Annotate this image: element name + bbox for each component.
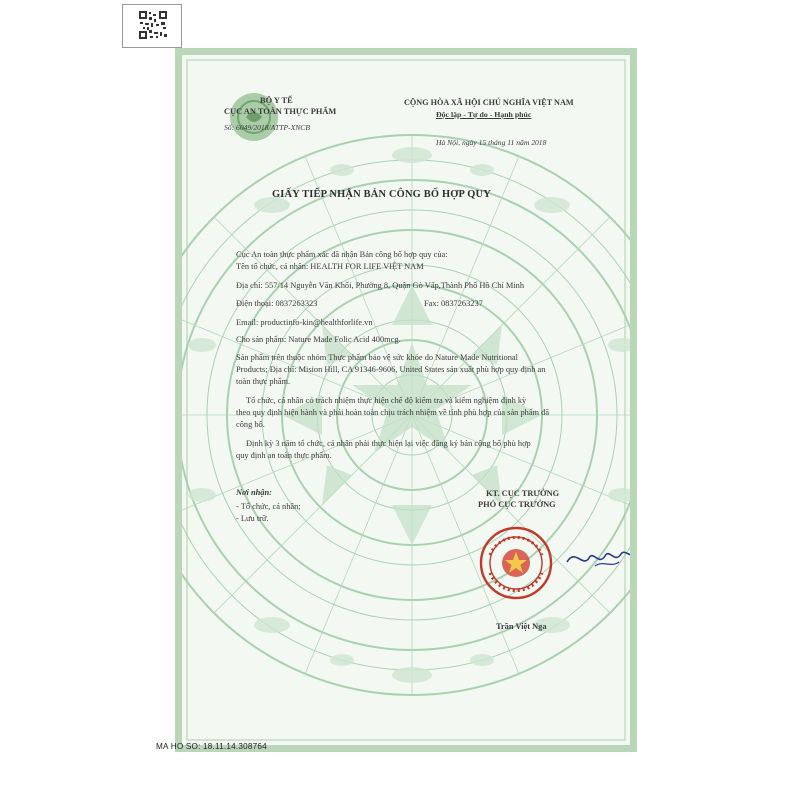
place-date: Hà Nội, ngày 15 tháng 11 năm 2018 bbox=[436, 138, 547, 147]
signer-title-2: PHÓ CỤC TRƯỞNG bbox=[478, 500, 556, 509]
product-group-line-2: Products; Địa chỉ: Mision Hill, CA 91346-9606, United States sản xuất phù hợp quy định an bbox=[236, 365, 546, 374]
official-seal bbox=[478, 525, 554, 601]
signer-title-1: KT. CỤC TRƯỞNG bbox=[486, 489, 560, 498]
country-name: CỘNG HÒA XÃ HỘI CHỦ NGHĨA VIỆT NAM bbox=[404, 98, 574, 107]
periodic-line-2: quy định an toàn thực phẩm. bbox=[236, 451, 332, 460]
document-number: Số: 6049/2018/ATTP-XNCB bbox=[224, 123, 310, 132]
organization-address: Địa chỉ: 557/14 Nguyễn Văn Khối, Phường 8, Quận Gò Vấp,Thành Phố Hồ Chí Minh bbox=[236, 281, 525, 290]
responsibility-line-1: Tổ chức, cá nhân có trách nhiệm thực hiện chế độ kiểm tra và kiểm nghiệm định kỳ bbox=[246, 396, 527, 405]
phone-number: Điện thoại: 0837263323 bbox=[236, 299, 318, 308]
handwritten-signature bbox=[565, 538, 637, 576]
email-address: Email: productinfo-kin@healthforlife.vn bbox=[236, 318, 373, 327]
department-name: CỤC AN TOÀN THỰC PHẨM bbox=[224, 107, 337, 116]
fax-number: Fax: 0837263237 bbox=[424, 299, 483, 308]
document-title: GIẤY TIẾP NHẬN BẢN CÔNG BỐ HỢP QUY bbox=[272, 189, 491, 200]
responsibility-line-3: công bố. bbox=[236, 420, 265, 429]
ministry-name: BỘ Y TẾ bbox=[260, 96, 293, 105]
intro-text: Cục An toàn thực phẩm xác đã nhận Bản công bố hợp quy của: bbox=[236, 250, 448, 259]
organization-name: Tên tổ chức, cá nhân: HEALTH FOR LIFE VIỆT NAM bbox=[236, 262, 424, 271]
signer-name: Trần Việt Nga bbox=[496, 622, 547, 631]
qr-code bbox=[122, 4, 182, 48]
certificate-document bbox=[175, 48, 637, 752]
recipient-item: - Tổ chức, cá nhân; bbox=[236, 502, 301, 511]
record-code: MA HO SO: 18.11.14.308764 bbox=[156, 742, 267, 751]
national-motto: Độc lập - Tự do - Hạnh phúc bbox=[436, 110, 532, 119]
responsibility-line-2: theo quy định hiện hành và phải hoàn toàn chịu trách nhiệm về tính phù hợp của sản phẩm đã bbox=[236, 408, 550, 417]
periodic-line-1: Định kỳ 3 năm tổ chức, cá nhân phải thực hiện lại việc đăng ký bản công bố phù hợp bbox=[246, 439, 531, 448]
product-group-line-1: Sản phẩm trên thuộc nhóm Thực phẩm bảo vệ sức khỏe do Nature Made Nutritional bbox=[236, 353, 518, 362]
product-name: Cho sản phẩm: Nature Made Folic Acid 400mcg. bbox=[236, 335, 401, 344]
product-group-line-3: toàn thực phẩm. bbox=[236, 377, 291, 386]
recipient-item: - Lưu trữ. bbox=[236, 514, 269, 523]
recipients-label: Nơi nhận: bbox=[236, 488, 272, 497]
